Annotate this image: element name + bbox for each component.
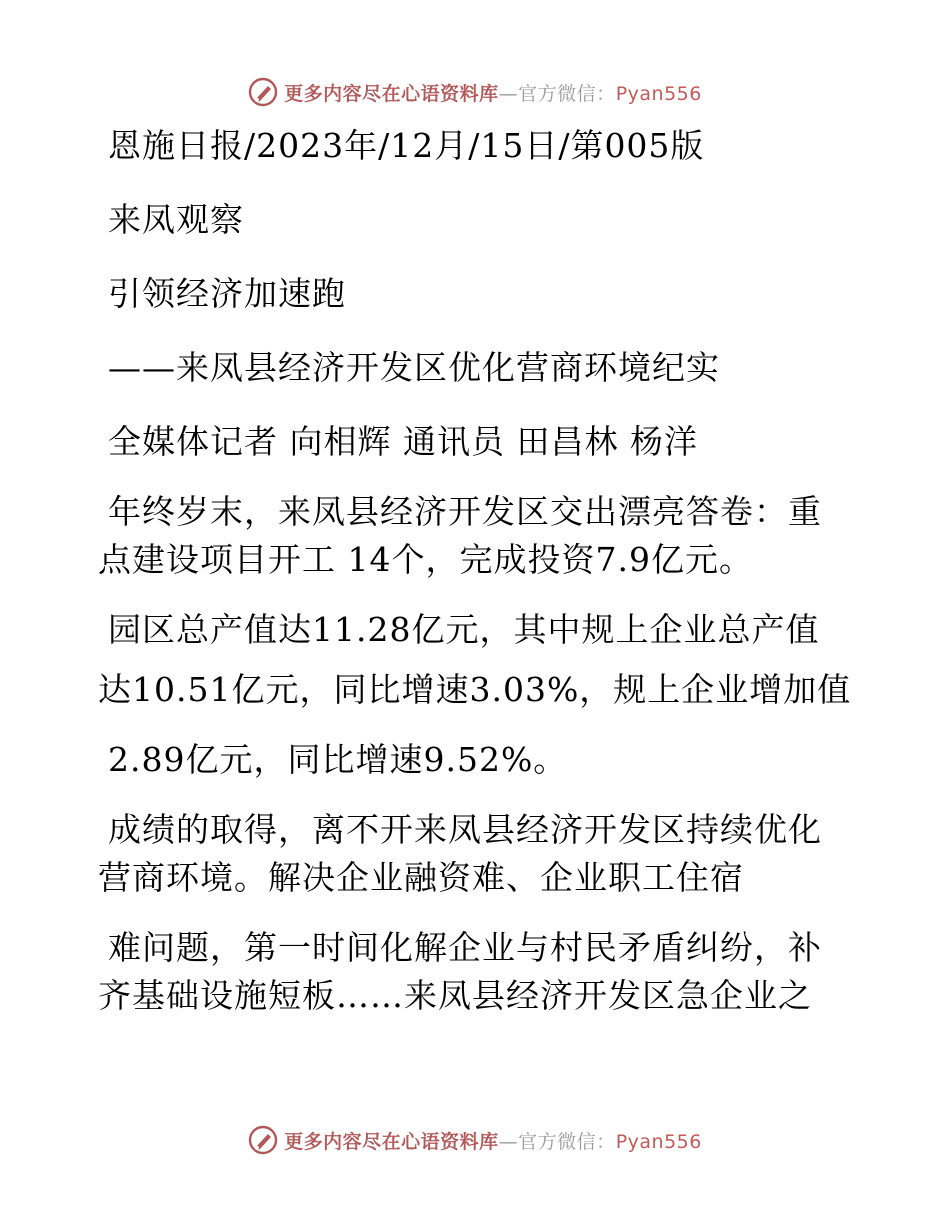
watermark-text: 更多内容尽在心语资料库—官方微信：Pyan556 bbox=[284, 1130, 702, 1153]
column-name: 来凤观察 bbox=[108, 200, 244, 239]
paragraph-line: 齐基础设施短板……来凤县经济开发区急企业之 bbox=[98, 976, 812, 1015]
pen-logo-icon bbox=[248, 1125, 278, 1155]
watermark-footer bbox=[0, 1120, 950, 1160]
watermark-text: 更多内容尽在心语资料库—官方微信：Pyan556 bbox=[284, 82, 702, 105]
paragraph-line: 年终岁末，来凤县经济开发区交出漂亮答卷：重 bbox=[108, 492, 822, 531]
subheadline: ——来凤县经济开发区优化营商环境纪实 bbox=[108, 348, 720, 387]
watermark-header bbox=[0, 72, 950, 112]
paragraph-line: 达10.51亿元，同比增速3.03%，规上企业增加值 bbox=[98, 670, 852, 709]
paragraph-line: 难问题，第一时间化解企业与村民矛盾纠纷，补 bbox=[108, 928, 822, 967]
byline: 全媒体记者 向相辉 通讯员 田昌林 杨洋 bbox=[108, 422, 698, 461]
paragraph-line: 点建设项目开工 14个，完成投资7.9亿元。 bbox=[98, 540, 753, 579]
paragraph-line: 成绩的取得，离不开来凤县经济开发区持续优化 bbox=[108, 810, 822, 849]
paragraph-line: 营商环境。解决企业融资难、企业职工住宿 bbox=[98, 858, 744, 897]
pen-logo-icon bbox=[248, 77, 278, 107]
paragraph-line: 2.89亿元，同比增速9.52%。 bbox=[108, 740, 568, 779]
paragraph-line: 园区总产值达11.28亿元，其中规上企业总产值 bbox=[108, 610, 820, 649]
headline: 引领经济加速跑 bbox=[108, 274, 346, 313]
dateline: 恩施日报/2023年/12月/15日/第005版 bbox=[108, 126, 705, 165]
article-body bbox=[98, 122, 852, 1020]
